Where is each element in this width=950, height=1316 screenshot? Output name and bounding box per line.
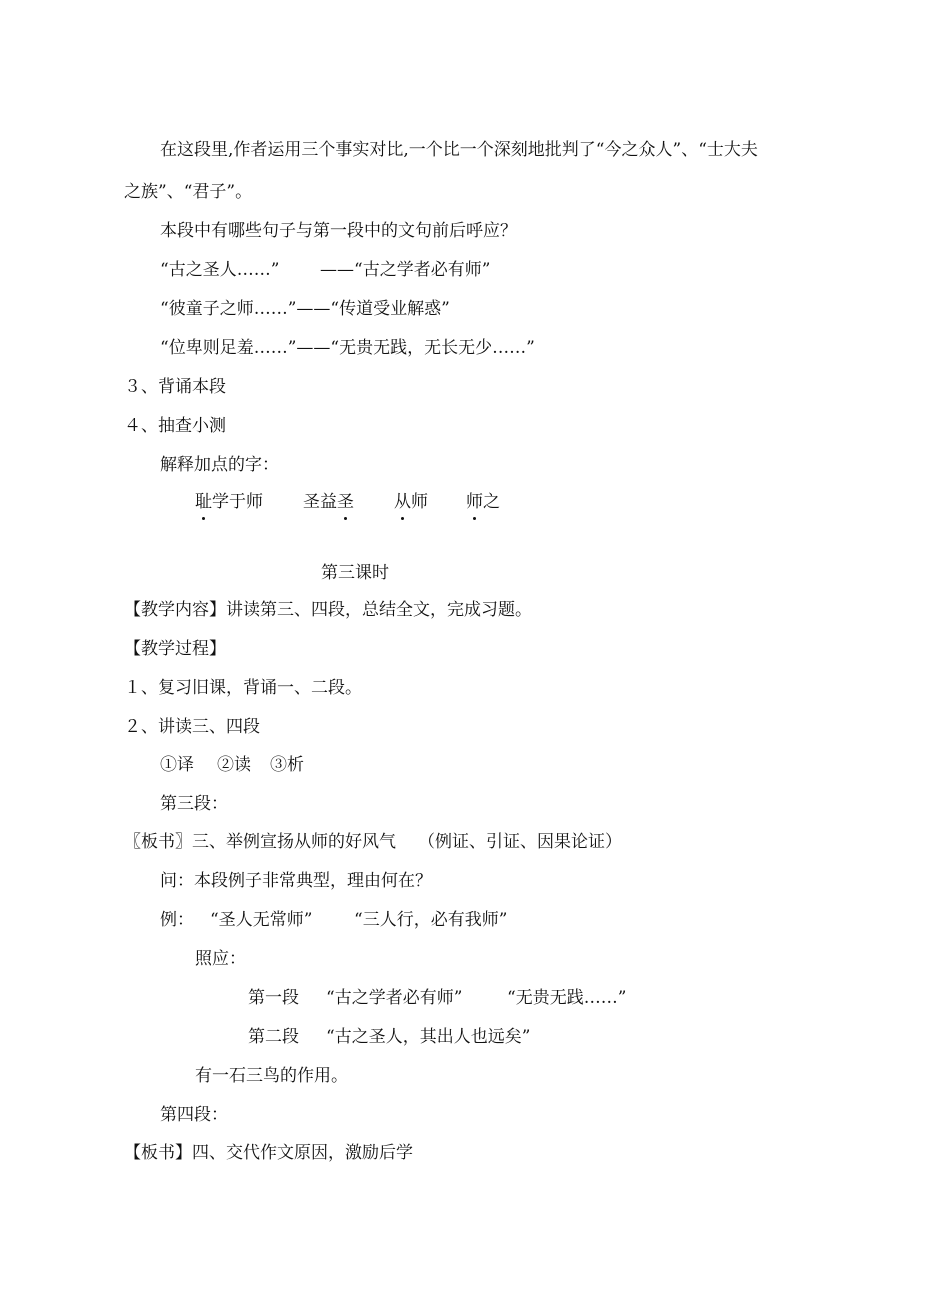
echo-pair-right: “古之学者必有师” [354, 260, 491, 280]
dotted-char: 从 [394, 492, 411, 512]
explain-item-2 [303, 490, 394, 514]
lesson-title: 第三课时 [321, 563, 389, 583]
echo-label: 照应： [195, 949, 246, 969]
board-section4: 【板书】四、交代作文原因，激励后学 [124, 1143, 413, 1163]
echo-pair-dash: —— [320, 260, 354, 280]
explain-item-text: 师 [411, 492, 428, 512]
explain-item-3 [394, 490, 466, 514]
explain-prompt: 解释加点的字： [160, 455, 279, 475]
section4-label: 第四段： [160, 1105, 228, 1125]
section3-label: 第三段： [160, 794, 228, 814]
teaching-content: 【教学内容】讲读第三、四段，总结全文，完成习题。 [124, 600, 532, 620]
echo-pair-left: “位卑则足羞……” [160, 338, 297, 358]
echo-pair-dash: —— [296, 299, 331, 319]
question-typical: 问：本段例子非常典型，理由何在？ [160, 871, 432, 891]
dotted-char: 师 [466, 492, 483, 512]
echo-pair [160, 258, 490, 282]
echo-para2-quote1: “古之圣人，其出人也远矣” [326, 1027, 531, 1047]
process-step-review: １、复习旧课，背诵一、二段。 [124, 678, 362, 698]
teaching-process: 【教学过程】 [124, 639, 226, 659]
example-row [160, 908, 507, 932]
explain-item-4 [466, 492, 500, 512]
echo-pair-right: “传道受业解惑” [330, 299, 450, 319]
echo-para1-quote1: “古之学者必有师” [326, 988, 463, 1008]
step-recite: ３、背诵本段 [124, 377, 226, 397]
explain-item-1 [195, 490, 303, 514]
echo-para1-row [248, 986, 626, 1010]
explain-item-text: 学于师 [212, 492, 263, 512]
example-label: 例： [160, 910, 194, 930]
echo-para2-label: 第二段 [248, 1027, 299, 1047]
echo-question: 本段中有哪些句子与第一段中的文句前后呼应？ [160, 221, 517, 241]
method-translate: ①译 [160, 755, 194, 775]
process-step-read: ２、讲读三、四段 [124, 717, 260, 737]
echo-para1-quote2: “无贵无践……” [507, 988, 627, 1008]
echo-pair-dash: —— [296, 338, 331, 358]
board-section3 [124, 830, 622, 854]
three-birds-note: 有一石三鸟的作用。 [195, 1066, 348, 1086]
board-section3-main: 〖板书〗三、举例宣扬从师的好风气 [124, 832, 396, 852]
dotted-char: 圣 [337, 492, 354, 512]
explain-item-text: 之 [483, 492, 500, 512]
board-section3-note: （例证、引证、因果论证） [418, 832, 622, 852]
step-quiz: ４、抽查小测 [124, 416, 226, 436]
methods-row [160, 753, 304, 777]
echo-pair [160, 297, 450, 321]
echo-pair [160, 336, 535, 360]
echo-para2-row [248, 1025, 530, 1049]
echo-para1-label: 第一段 [248, 988, 299, 1008]
echo-pair-right: “无贵无践，无长无少……” [330, 338, 535, 358]
method-read: ②读 [217, 755, 251, 775]
explain-item-text: 圣益 [303, 492, 337, 512]
echo-pair-left: “彼童子之师……” [160, 299, 297, 319]
example-quote-1: “圣人无常师” [210, 910, 313, 930]
contrast-paragraph-line2: 之族”、“君子”。 [124, 182, 253, 202]
example-quote-2: “三人行，必有我师” [354, 910, 508, 930]
explain-items [195, 490, 500, 514]
dotted-char: 耻 [195, 492, 212, 512]
contrast-paragraph-line1: 在这段里,作者运用三个事实对比,一个比一个深刻地批判了“今之众人”、“士大夫 [160, 140, 758, 160]
echo-pair-left: “古之圣人……” [160, 260, 280, 280]
method-analyze: ③析 [270, 755, 304, 775]
